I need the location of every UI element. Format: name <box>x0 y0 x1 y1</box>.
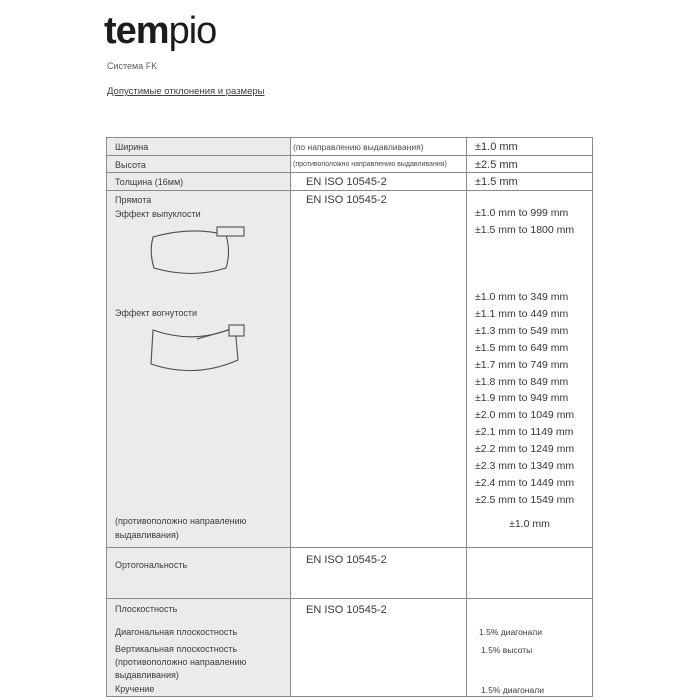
system-subtitle: Система FK <box>107 61 158 71</box>
concave-value: ±2.4 mm to 1449 mm <box>475 476 575 489</box>
width-value: ±1.0 mm <box>475 141 518 153</box>
concave-value: ±1.3 mm to 549 mm <box>475 324 569 337</box>
convex-value: ±1.5 mm to 1800 mm <box>475 223 575 236</box>
concave-value: ±2.0 mm to 1049 mm <box>475 409 575 422</box>
concave-tile-diagram <box>147 324 249 376</box>
orthogonality-method: EN ISO 10545-2 <box>306 554 387 566</box>
width-method: (по направлению выдавливания) <box>291 138 467 155</box>
height-method: (противоположно направлению выдавливания) <box>291 156 467 172</box>
flatness-label: Плоскостность <box>115 604 178 614</box>
diagonal-flatness-value: 1.5% диагонали <box>479 627 542 637</box>
flatness-method: EN ISO 10545-2 <box>306 604 387 616</box>
thickness-label: Толщина (16мм) <box>107 173 291 190</box>
concave-value: ±1.0 mm to 349 mm <box>475 291 569 303</box>
table-row-orthogonality <box>107 548 592 599</box>
tolerances-link[interactable]: Допустимые отклонения и размеры <box>107 86 265 97</box>
torsion-label: Кручение <box>115 684 155 694</box>
table-row-thickness <box>107 173 592 191</box>
concave-value: ±1.8 mm to 849 mm <box>475 375 569 388</box>
straightness-method: EN ISO 10545-2 <box>306 194 387 206</box>
logo-light-part: pio <box>168 10 217 52</box>
logo-bold-part: tem <box>104 10 169 52</box>
tempio-logo <box>104 12 216 52</box>
flatness-method-cell <box>291 599 467 696</box>
straightness-label: Прямота <box>115 195 152 205</box>
table-row-width <box>107 138 592 156</box>
convex-values-list <box>475 205 574 239</box>
concave-value: ±2.2 mm to 1249 mm <box>475 443 575 456</box>
straightness-opposite-value: ±1.0 mm <box>509 518 550 530</box>
concave-value: ±2.3 mm to 1349 mm <box>475 460 575 473</box>
concave-values-list <box>475 289 574 509</box>
straightness-label-cell <box>107 191 291 547</box>
orthogonality-method-cell <box>291 548 467 598</box>
orthogonality-label-cell <box>107 548 291 598</box>
height-label: Высота <box>107 156 291 172</box>
straightness-method-cell <box>291 191 467 547</box>
concave-value: ±1.5 mm to 649 mm <box>475 341 569 354</box>
concave-value: ±2.5 mm to 1549 mm <box>475 493 575 506</box>
concave-value: ±1.1 mm to 449 mm <box>475 307 569 320</box>
height-value: ±2.5 mm <box>475 159 518 171</box>
tolerances-table <box>106 137 593 697</box>
convex-tile-diagram <box>147 224 249 282</box>
torsion-value: 1.5% диагонали <box>481 685 544 695</box>
flatness-label-cell <box>107 599 291 696</box>
vertical-flatness-value: 1.5% высоты <box>481 645 533 655</box>
orthogonality-value-cell <box>467 548 592 598</box>
table-row-flatness <box>107 599 592 696</box>
width-label: Ширина <box>107 138 291 155</box>
thickness-value: ±1.5 mm <box>475 176 518 188</box>
table-row-height <box>107 156 592 173</box>
concave-value: ±1.9 mm to 949 mm <box>475 392 569 405</box>
concave-value: ±2.1 mm to 1149 mm <box>475 426 574 439</box>
concave-effect-label: Эффект вогнутости <box>115 308 198 318</box>
orthogonality-label: Ортогональность <box>115 560 188 570</box>
table-row-straightness <box>107 191 592 548</box>
concave-value: ±1.7 mm to 749 mm <box>475 358 569 371</box>
flatness-values-cell <box>467 599 592 696</box>
straightness-opposite-label: (противоположно направлению выдавливания) <box>115 516 247 540</box>
convex-value: ±1.0 mm to 999 mm <box>475 207 569 219</box>
vertical-flatness-label: Вертикальная плоскостность (противоположно направлению выдавливания) <box>115 644 247 681</box>
convex-effect-label: Эффект выпуклости <box>115 209 201 219</box>
thickness-method: EN ISO 10545-2 <box>291 173 467 190</box>
diagonal-flatness-label: Диагональная плоскостность <box>115 627 238 637</box>
straightness-values-cell <box>467 191 592 547</box>
